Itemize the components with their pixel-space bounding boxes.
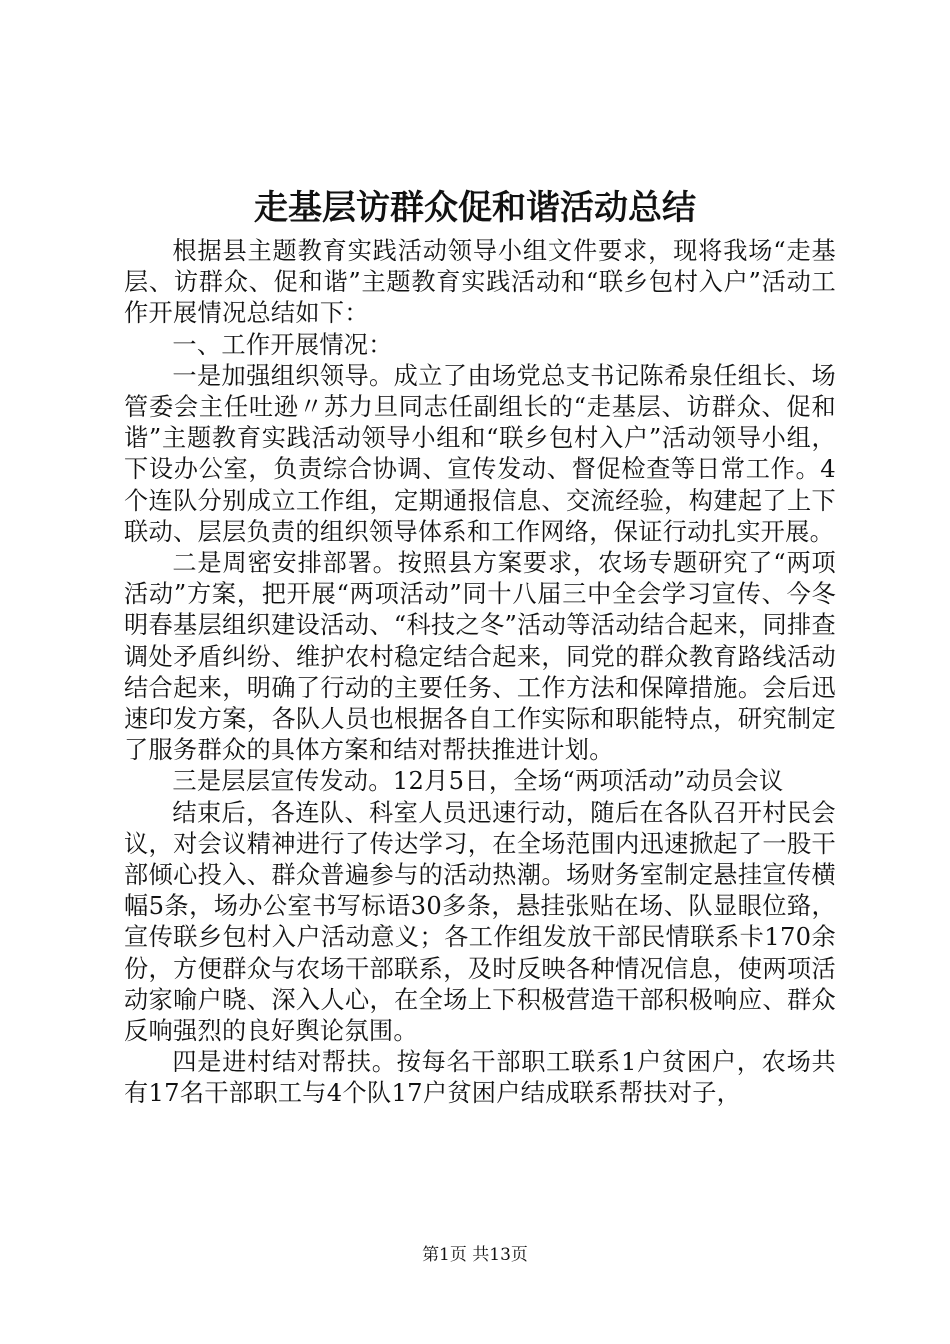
document-body: [124, 236, 836, 1110]
paragraph-organization: 一是加强组织领导。成立了由场党总支书记陈希泉任组长、场管委会主任吐逊〃苏力旦同志任副组长的“走基层、访群众、促和谐”主题教育实践活动领导小组和“联乡包村入户”活动领导小组，下设办公室，负责综合协调、宣传发动、督促检查等日常工作。4个连队分别成立工作组，定期通报信息、交流经验，构建起了上下联动、层层负责的组织领导体系和工作网络，保证行动扎实开展。: [124, 361, 836, 546]
paragraph-section-heading: 一、工作开展情况：: [172, 330, 393, 359]
page-number-footer: 第1页 共13页: [422, 1245, 528, 1265]
paragraph-intro: 根据县主题教育实践活动领导小组文件要求，现将我场“走基层、访群众、促和谐”主题教育实践活动和“联乡包村入户”活动工作开展情况总结如下：: [124, 237, 836, 328]
paragraph-planning: 二是周密安排部署。按照县方案要求，农场专题研究了“两项活动”方案，把开展“两项活动”同十八届三中全会学习宣传、今冬明春基层组织建设活动、“科技之冬”活动等活动结合起来，同排查调处矛盾纠纷、维护农村稳定结合起来，同党的群众教育路线活动结合起来，明确了行动的主要任务、工作方法和保障措施。会后迅速印发方案，各队人员也根据各自工作实际和职能特点，研究制定了服务群众的具体方案和结对帮扶推进计划。: [124, 549, 836, 765]
paragraph-assistance: 四是进村结对帮扶。按每名干部职工联系1户贫困户，农场共有17名干部职工与4个队17户贫困户结成联系帮扶对子，: [124, 1048, 836, 1108]
paragraph-publicity-continued: 结束后，各连队、科室人员迅速行动，随后在各队召开村民会议，对会议精神进行了传达学习，在全场范围内迅速掀起了一股干部倾心投入、群众普遍参与的活动热潮。场财务室制定悬挂宣传横幅5条，场办公室书写标语30多条，悬挂张贴在场、队显眼位臵，宣传联乡包村入户活动意义；各工作组发放干部民情联系卡170余份，方便群众与农场干部联系，及时反映各种情况信息，使两项活动家喻户晓、深入人心，在全场上下积极营造干部积极响应、群众反响强烈的良好舆论氛围。: [124, 798, 836, 1046]
document-title: 走基层访群众促和谐活动总结: [254, 188, 696, 228]
paragraph-publicity: 三是层层宣传发动。12月5日，全场“两项活动”动员会议: [172, 767, 784, 796]
